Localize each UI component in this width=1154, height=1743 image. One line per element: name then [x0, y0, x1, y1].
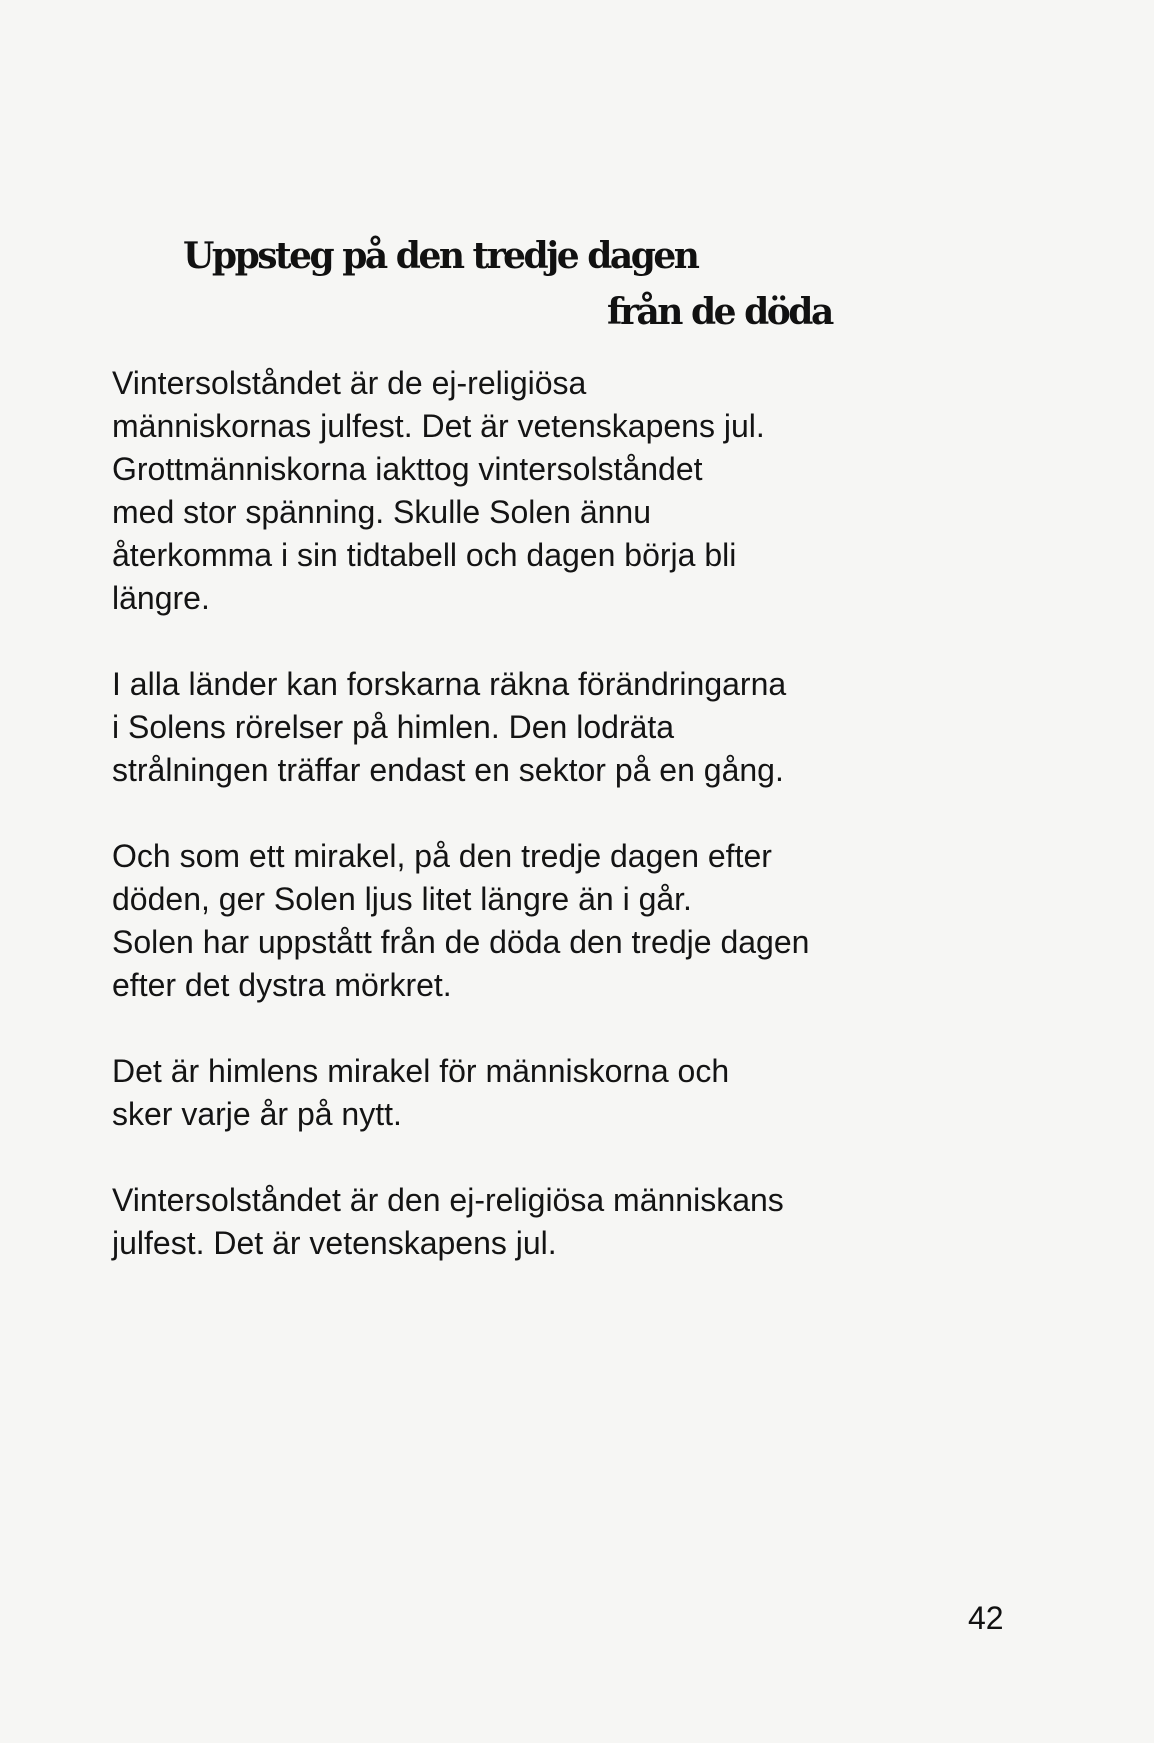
text-line: döden, ger Solen ljus litet längre än i går. — [112, 881, 692, 917]
paragraph-3 — [112, 835, 972, 1007]
text-line: Vintersolståndet är den ej-religiösa människans — [112, 1182, 784, 1218]
page-title — [183, 228, 883, 340]
text-line: Och som ett mirakel, på den tredje dagen efter — [112, 838, 772, 874]
text-line: längre. — [112, 580, 210, 616]
text-line: strålningen träffar endast en sektor på en gång. — [112, 752, 784, 788]
text-line: I alla länder kan forskarna räkna förändringarna — [112, 666, 787, 702]
body-text — [112, 362, 972, 1265]
text-line: Vintersolståndet är de ej-religiösa — [112, 365, 587, 401]
text-line: människornas julfest. Det är vetenskapens jul. — [112, 408, 765, 444]
text-line: återkomma i sin tidtabell och dagen börja bli — [112, 537, 737, 573]
paragraph-gap — [112, 792, 972, 835]
title-line-2: från de döda — [607, 291, 832, 333]
page-number: 42 — [968, 1600, 1004, 1636]
paragraph-gap — [112, 620, 972, 663]
text-line: julfest. Det är vetenskapens jul. — [112, 1225, 557, 1261]
text-line: Solen har uppstått från de döda den tredje dagen — [112, 924, 810, 960]
text-line: Det är himlens mirakel för människorna och — [112, 1053, 730, 1089]
text-line: i Solens rörelser på himlen. Den lodräta — [112, 709, 675, 745]
title-line-1: Uppsteg på den tredje dagen — [183, 235, 698, 277]
text-line: sker varje år på nytt. — [112, 1096, 402, 1132]
paragraph-1 — [112, 362, 972, 620]
text-line: efter det dystra mörkret. — [112, 967, 452, 1003]
text-line: Grottmänniskorna iakttog vintersolståndet — [112, 451, 703, 487]
paragraph-gap — [112, 1136, 972, 1179]
paragraph-2 — [112, 663, 972, 792]
paragraph-5 — [112, 1179, 972, 1265]
paragraph-4 — [112, 1050, 972, 1136]
text-line: med stor spänning. Skulle Solen ännu — [112, 494, 652, 530]
paragraph-gap — [112, 1007, 972, 1050]
